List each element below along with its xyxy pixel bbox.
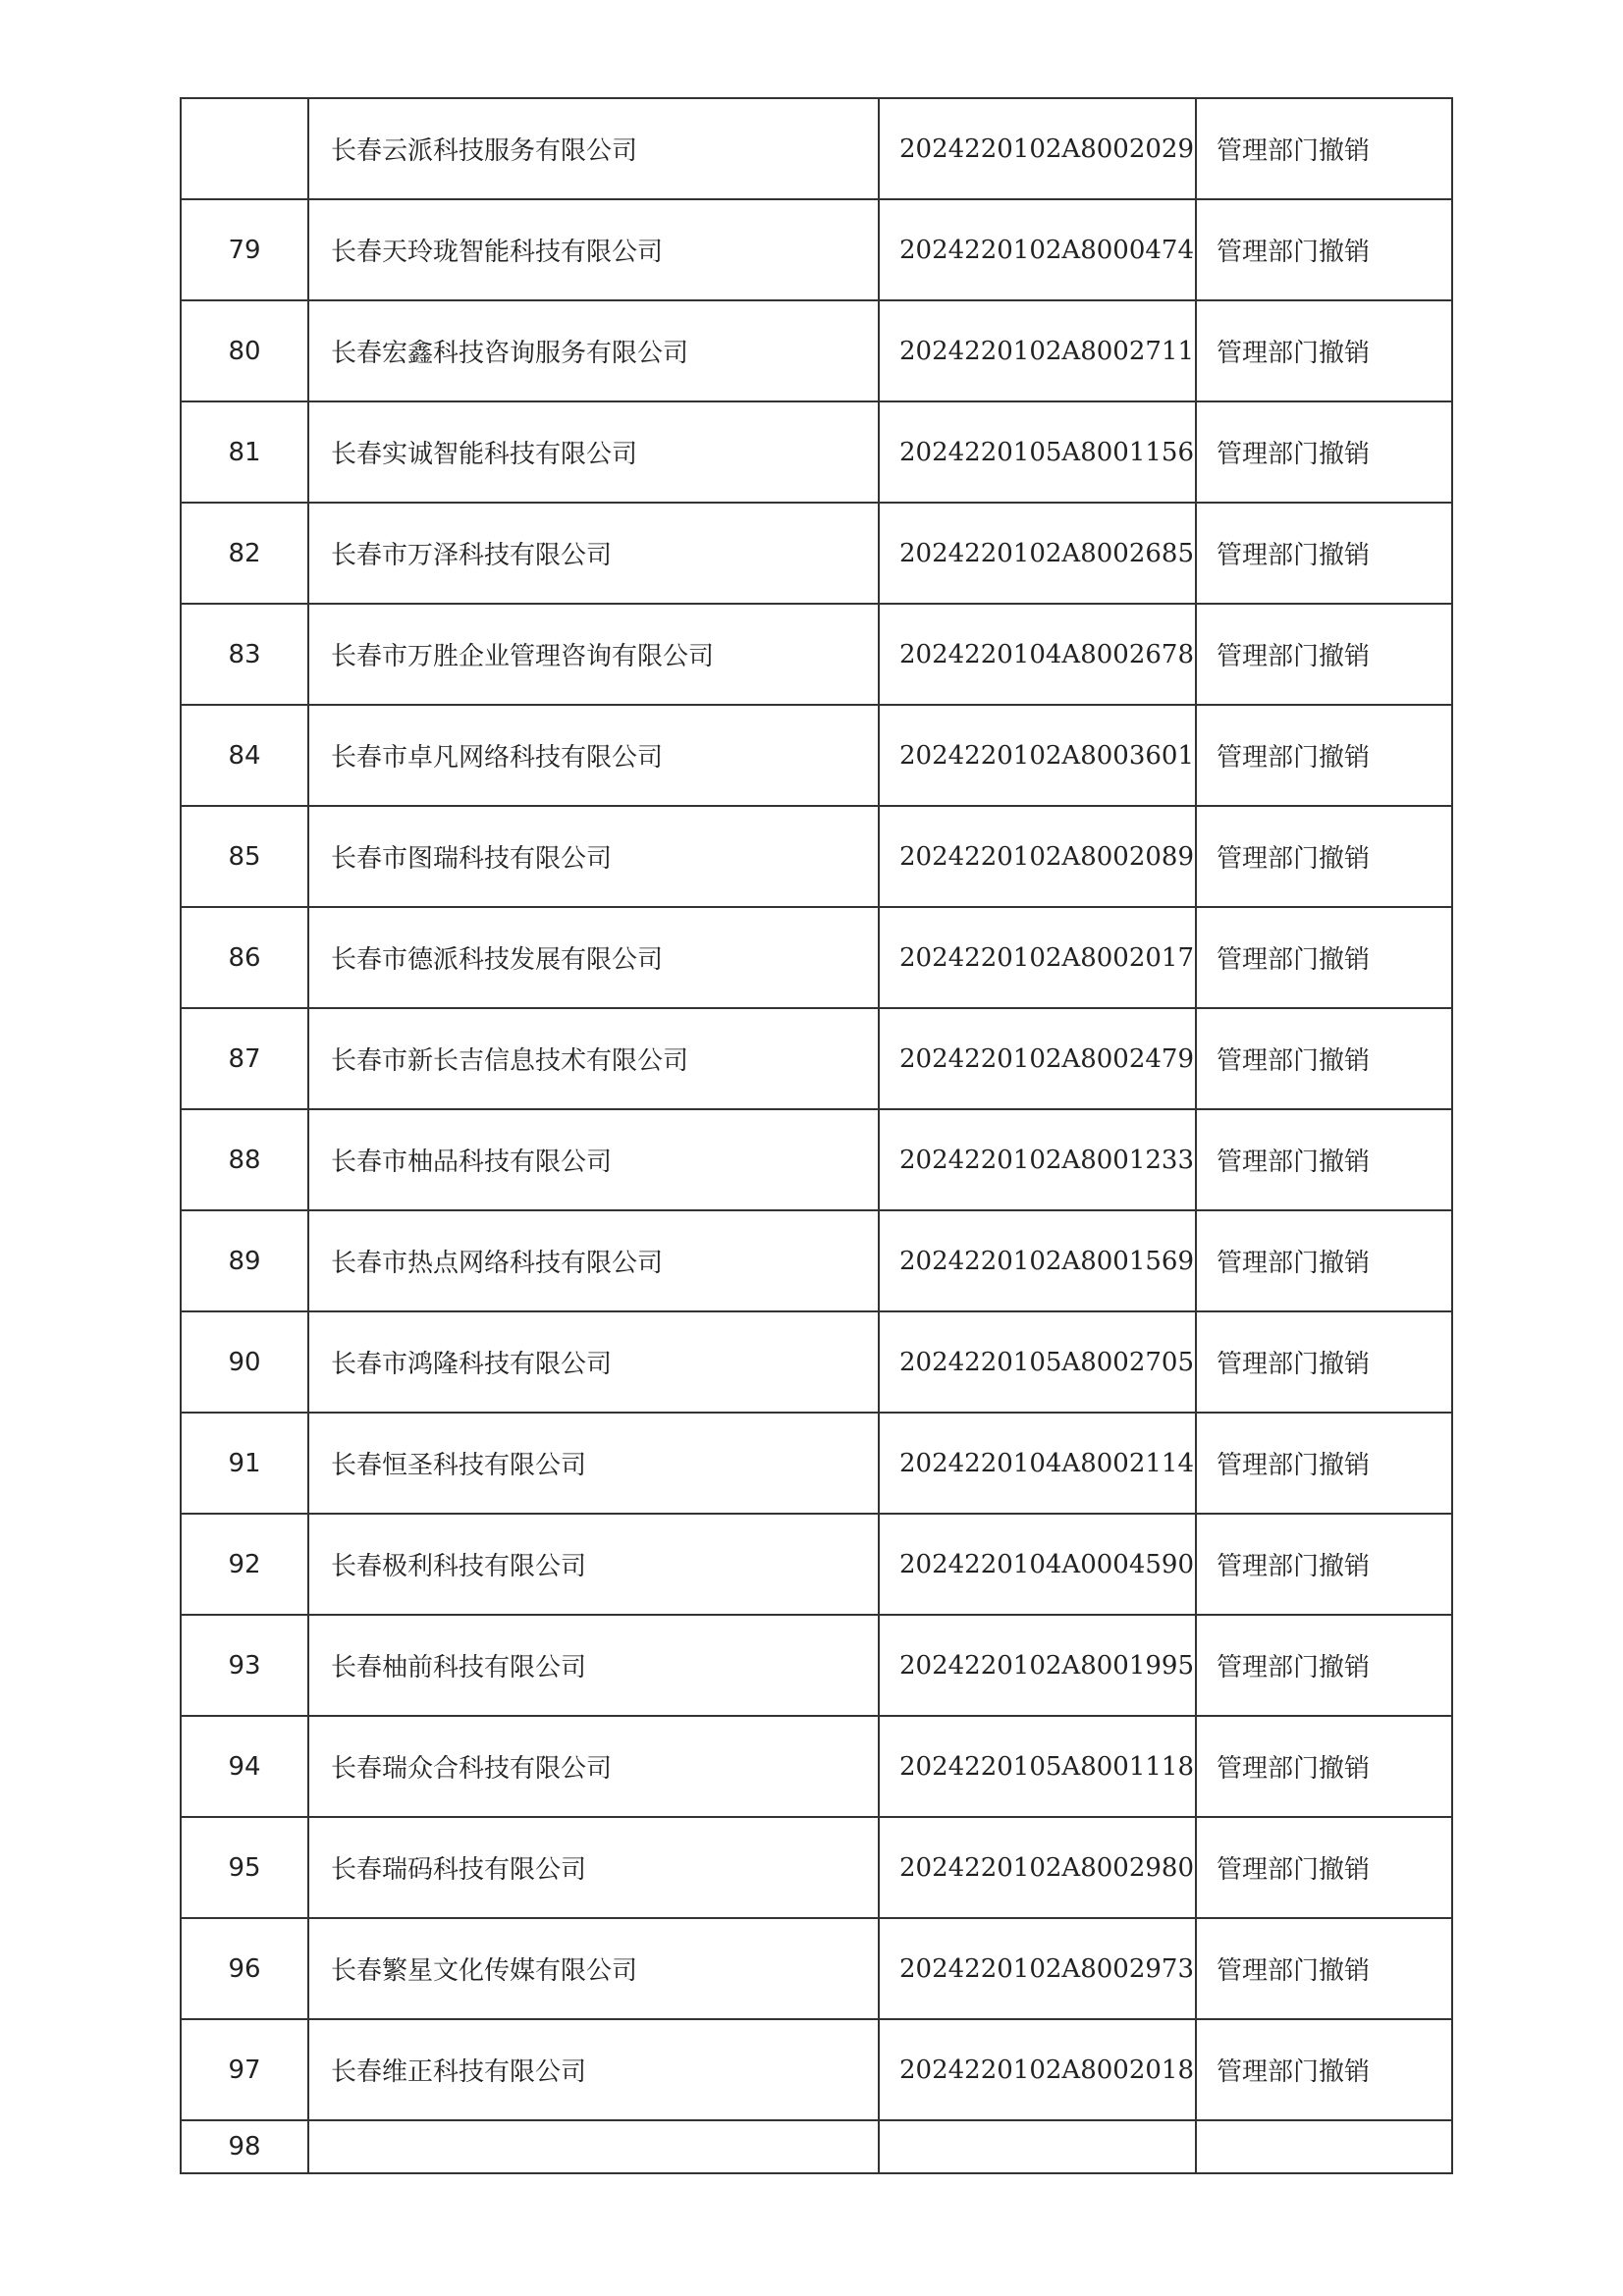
company-name: 长春瑞众合科技有限公司: [308, 1716, 879, 1817]
table-row: [181, 1008, 1452, 1109]
table-row: [181, 503, 1452, 604]
registration-code: 2024220104A8002678: [879, 604, 1196, 705]
registration-code: 2024220102A8001569: [879, 1210, 1196, 1311]
status-text: [1196, 2120, 1452, 2173]
table-row: [181, 1210, 1452, 1311]
status-text: 管理部门撤销: [1196, 1514, 1452, 1615]
registration-code: 2024220102A8000474: [879, 199, 1196, 300]
row-number: 89: [181, 1210, 308, 1311]
row-number: [181, 98, 308, 199]
company-name: 长春天玲珑智能科技有限公司: [308, 199, 879, 300]
registration-code: 2024220102A8002018: [879, 2019, 1196, 2120]
table-row: [181, 806, 1452, 907]
company-name: 长春市万胜企业管理咨询有限公司: [308, 604, 879, 705]
row-number: 97: [181, 2019, 308, 2120]
table-row: [181, 604, 1452, 705]
registration-code: [879, 2120, 1196, 2173]
status-text: 管理部门撤销: [1196, 1413, 1452, 1514]
table-row: [181, 1817, 1452, 1918]
table-row: [181, 907, 1452, 1008]
company-name: 长春市柚品科技有限公司: [308, 1109, 879, 1210]
status-text: 管理部门撤销: [1196, 1311, 1452, 1413]
table-row: [181, 705, 1452, 806]
registration-code: 2024220105A8001156: [879, 401, 1196, 503]
company-name: 长春市热点网络科技有限公司: [308, 1210, 879, 1311]
revocation-table: [180, 97, 1453, 2174]
registration-code: 2024220105A8002705: [879, 1311, 1196, 1413]
row-number: 90: [181, 1311, 308, 1413]
table-row: [181, 1109, 1452, 1210]
status-text: 管理部门撤销: [1196, 1210, 1452, 1311]
table-row: [181, 401, 1452, 503]
table-row: [181, 98, 1452, 199]
row-number: 82: [181, 503, 308, 604]
registration-code: 2024220102A8002973: [879, 1918, 1196, 2019]
table-row: [181, 1615, 1452, 1716]
registration-code: 2024220102A8002980: [879, 1817, 1196, 1918]
company-name: 长春市德派科技发展有限公司: [308, 907, 879, 1008]
status-text: 管理部门撤销: [1196, 1109, 1452, 1210]
row-number: 84: [181, 705, 308, 806]
status-text: 管理部门撤销: [1196, 1716, 1452, 1817]
company-name: 长春维正科技有限公司: [308, 2019, 879, 2120]
table-row: [181, 300, 1452, 401]
row-number: 80: [181, 300, 308, 401]
company-name: 长春恒圣科技有限公司: [308, 1413, 879, 1514]
row-number: 81: [181, 401, 308, 503]
registration-code: 2024220102A8002479: [879, 1008, 1196, 1109]
table-row: [181, 2019, 1452, 2120]
row-number: 86: [181, 907, 308, 1008]
table-row: [181, 199, 1452, 300]
table-row: [181, 1716, 1452, 1817]
registration-code: 2024220102A8003601: [879, 705, 1196, 806]
company-name: 长春实诚智能科技有限公司: [308, 401, 879, 503]
status-text: 管理部门撤销: [1196, 907, 1452, 1008]
row-number: 85: [181, 806, 308, 907]
company-name: 长春柚前科技有限公司: [308, 1615, 879, 1716]
status-text: 管理部门撤销: [1196, 806, 1452, 907]
row-number: 79: [181, 199, 308, 300]
status-text: 管理部门撤销: [1196, 503, 1452, 604]
row-number: 87: [181, 1008, 308, 1109]
row-number: 83: [181, 604, 308, 705]
registration-code: 2024220102A8001233: [879, 1109, 1196, 1210]
company-name: [308, 2120, 879, 2173]
company-name: 长春宏鑫科技咨询服务有限公司: [308, 300, 879, 401]
company-name: 长春市图瑞科技有限公司: [308, 806, 879, 907]
company-name: 长春市卓凡网络科技有限公司: [308, 705, 879, 806]
company-name: 长春市鸿隆科技有限公司: [308, 1311, 879, 1413]
registration-code: 2024220105A8001118: [879, 1716, 1196, 1817]
registration-code: 2024220104A8002114: [879, 1413, 1196, 1514]
status-text: 管理部门撤销: [1196, 98, 1452, 199]
company-name: 长春市万泽科技有限公司: [308, 503, 879, 604]
registration-code: 2024220102A8002017: [879, 907, 1196, 1008]
status-text: 管理部门撤销: [1196, 1615, 1452, 1716]
table-row: [181, 1413, 1452, 1514]
registration-code: 2024220102A8002685: [879, 503, 1196, 604]
company-name: 长春繁星文化传媒有限公司: [308, 1918, 879, 2019]
row-number: 93: [181, 1615, 308, 1716]
registration-code: 2024220102A8002089: [879, 806, 1196, 907]
table-row: [181, 1918, 1452, 2019]
status-text: 管理部门撤销: [1196, 300, 1452, 401]
company-name: 长春云派科技服务有限公司: [308, 98, 879, 199]
registration-code: 2024220102A8002711: [879, 300, 1196, 401]
row-number: 95: [181, 1817, 308, 1918]
row-number: 94: [181, 1716, 308, 1817]
table-row: [181, 1311, 1452, 1413]
status-text: 管理部门撤销: [1196, 1918, 1452, 2019]
registration-code: 2024220104A0004590: [879, 1514, 1196, 1615]
row-number: 92: [181, 1514, 308, 1615]
status-text: 管理部门撤销: [1196, 401, 1452, 503]
table-row: [181, 1514, 1452, 1615]
status-text: 管理部门撤销: [1196, 1817, 1452, 1918]
row-number: 98: [181, 2120, 308, 2173]
status-text: 管理部门撤销: [1196, 2019, 1452, 2120]
row-number: 91: [181, 1413, 308, 1514]
status-text: 管理部门撤销: [1196, 705, 1452, 806]
status-text: 管理部门撤销: [1196, 1008, 1452, 1109]
company-name: 长春市新长吉信息技术有限公司: [308, 1008, 879, 1109]
table-row: [181, 2120, 1452, 2173]
company-name: 长春瑞码科技有限公司: [308, 1817, 879, 1918]
registration-code: 2024220102A8001995: [879, 1615, 1196, 1716]
company-name: 长春极利科技有限公司: [308, 1514, 879, 1615]
row-number: 96: [181, 1918, 308, 2019]
status-text: 管理部门撤销: [1196, 604, 1452, 705]
registration-code: 2024220102A8002029: [879, 98, 1196, 199]
status-text: 管理部门撤销: [1196, 199, 1452, 300]
row-number: 88: [181, 1109, 308, 1210]
